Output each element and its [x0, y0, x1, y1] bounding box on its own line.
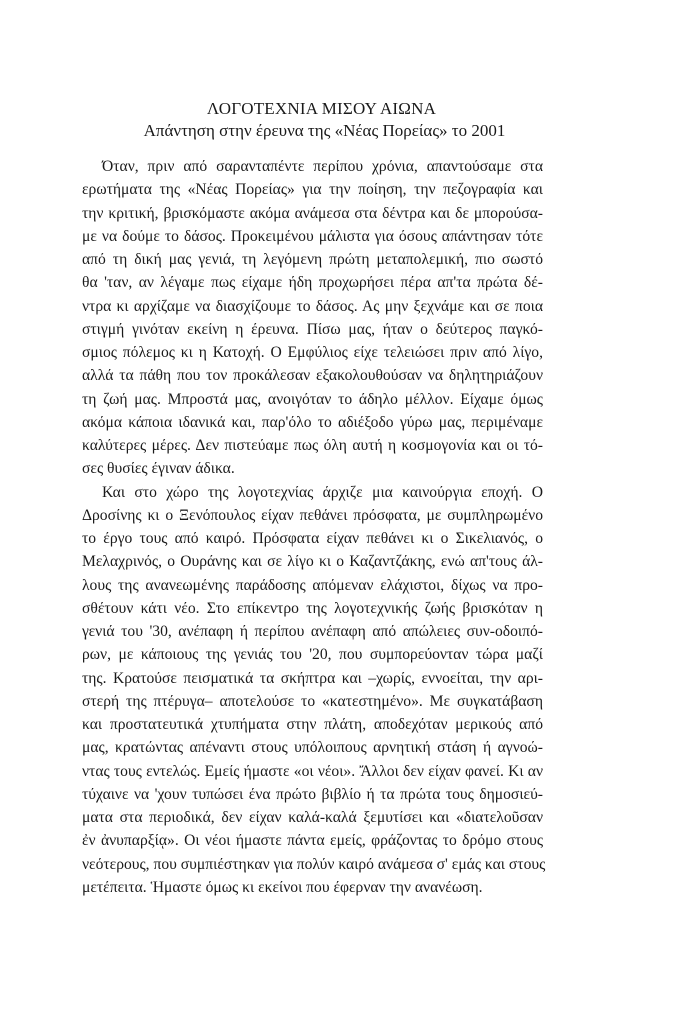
text-line: ματα στα περιοδικά, δεν είχαν καλά-καλά ξεμυτίσει και «διατελοῦσαν [82, 809, 543, 826]
text-line: τη ζωή μας. Μπροστά μας, ανοιγόταν το άδηλο μέλλον. Είχαμε όμως [82, 390, 543, 408]
text-line: νεότερους, που συμπιέστηκαν για πολύν καιρό ανάμεσα σ' εμάς και στους [82, 855, 546, 873]
text-line: Δροσίνης κι ο Ξενόπουλος είχαν πεθάνει πρόσφατα, με συμπληρωμένο [82, 506, 543, 524]
text-line: το έργο τους από καιρό. Πρόσφατα είχαν πεθάνει κι ο Σικελιανός, ο [82, 530, 543, 547]
chapter-title: ΛΟΓΟΤΕΧΝΙΑ ΜΙΣΟΥ ΑΙΩΝΑ [206, 99, 437, 118]
text-line: γενιά του '30, ανέπαφη ή περίπου ανέπαφη από απώλειες συν-οδοιπό- [82, 623, 543, 640]
text-line: ἐν ἀνυπαρξίᾳ». Οι νέοι ήμαστε πάντα εμείς, φράζοντας το δρόμο στους [82, 832, 543, 850]
paragraph-2 [82, 481, 546, 900]
text-line: Όταν, πριν από σαρανταπέντε περίπου χρόνια, απαντούσαμε στα [102, 158, 543, 175]
text-line: ακόμα κάποια ιδανικά και, παρ'όλο το αδιέξοδο γύρω μας, περιμέναμε [82, 413, 543, 431]
text-line: καλύτερες μέρες. Δεν πιστεύαμε πως όλη αυτή η κοσμογονία και οι τό- [82, 437, 543, 454]
text-line: ντας τους εντελώς. Εμείς ήμαστε «οι νέοι». Ἄλλοι δεν είχαν φανεί. Κι αν [82, 762, 543, 780]
text-line: από τη δική μας γενιά, τη λεγόμενη πρώτη μεταπολεμική, πιο σωστό [82, 251, 543, 268]
text-line: στιγμή γινόταν εκείνη η έρευνα. Πίσω μας, ήταν ο δεύτερος παγκό- [82, 320, 543, 338]
text-line: της. Κρατούσε πεισματικά τα σκήπτρα και –χωρίς, εννοείται, την αρι- [82, 669, 543, 687]
paragraph-1 [82, 155, 543, 481]
text-line: με να δούμε το δάσος. Προκειμένου μάλιστα για όσους απάντησαν τότε [82, 227, 543, 245]
text-line: ρων, με κάποιους της γενιάς του '20, που συμπορεύονταν τώρα μαζί [82, 646, 543, 664]
text-line: και προστατευτικά χτυπήματα στην πλάτη, αποδεχόταν μερικούς από [82, 716, 543, 733]
text-line: τύχαινε να 'χουν τυπώσει ένα πρώτο βιβλίο ή τα πρώτα τους δημοσιεύ- [82, 785, 543, 803]
text-line: σμιος πόλεμος κι η Κατοχή. Ο Εμφύλιος είχε τελειώσει πριν από λίγο, [82, 344, 543, 361]
text-line: ντρα κι αρχίζαμε να διασχίζουμε το δάσος. Ας μην ξεχνάμε και σε ποια [82, 297, 543, 315]
text-line: την κριτική, βρισκόμαστε ακόμα ανάμεσα στα δέντρα και δε μπορούσα- [82, 204, 543, 222]
chapter-header [82, 98, 543, 142]
text-line: λους της ανανεωμένης παράδοσης απόμεναν ελάχιστοι, δίχως να προ- [82, 576, 543, 594]
text-line: μετέπειτα. Ἡμαστε όμως κι εκείνοι που έφερναν την ανανέωση. [82, 878, 483, 896]
text-line: μας, κρατώντας απέναντι στους υπόλοιπους αρνητική στάση ή αγνοώ- [82, 739, 543, 757]
text-line: ερωτήματα της «Νέας Πορείας» για την ποίηση, την πεζογραφία και [82, 181, 543, 199]
text-line: σες θυσίες έγιναν άδικα. [82, 460, 235, 478]
text-line: Μελαχρινός, ο Ουράνης και σε λίγο κι ο Καζαντζάκης, ενώ απ'τους άλ- [82, 553, 543, 571]
text-line: σθέτουν κάτι νέο. Στο επίκεντρο της λογοτεχνικής ζωής βρισκόταν η [82, 599, 543, 617]
text-line: στερή της πτέρυγα– αποτελούσε το «κατεστημένο». Με συγκατάβαση [82, 692, 543, 710]
text-line: Και στο χώρο της λογοτεχνίας άρχιζε μια καινούργια εποχή. Ο [102, 483, 543, 501]
body-text [82, 155, 546, 899]
text-line: θα 'ταν, αν λέγαμε πως είχαμε ήδη προχωρήσει πέρα απ'τα πρώτα δέ- [82, 274, 543, 292]
chapter-subtitle: Απάντηση στην έρευνα της «Νέας Πορείας» το 2001 [143, 121, 506, 140]
text-line: αλλά τα πάθη που τον προκάλεσαν εξακολουθούσαν να δηλητηριάζουν [82, 367, 543, 385]
